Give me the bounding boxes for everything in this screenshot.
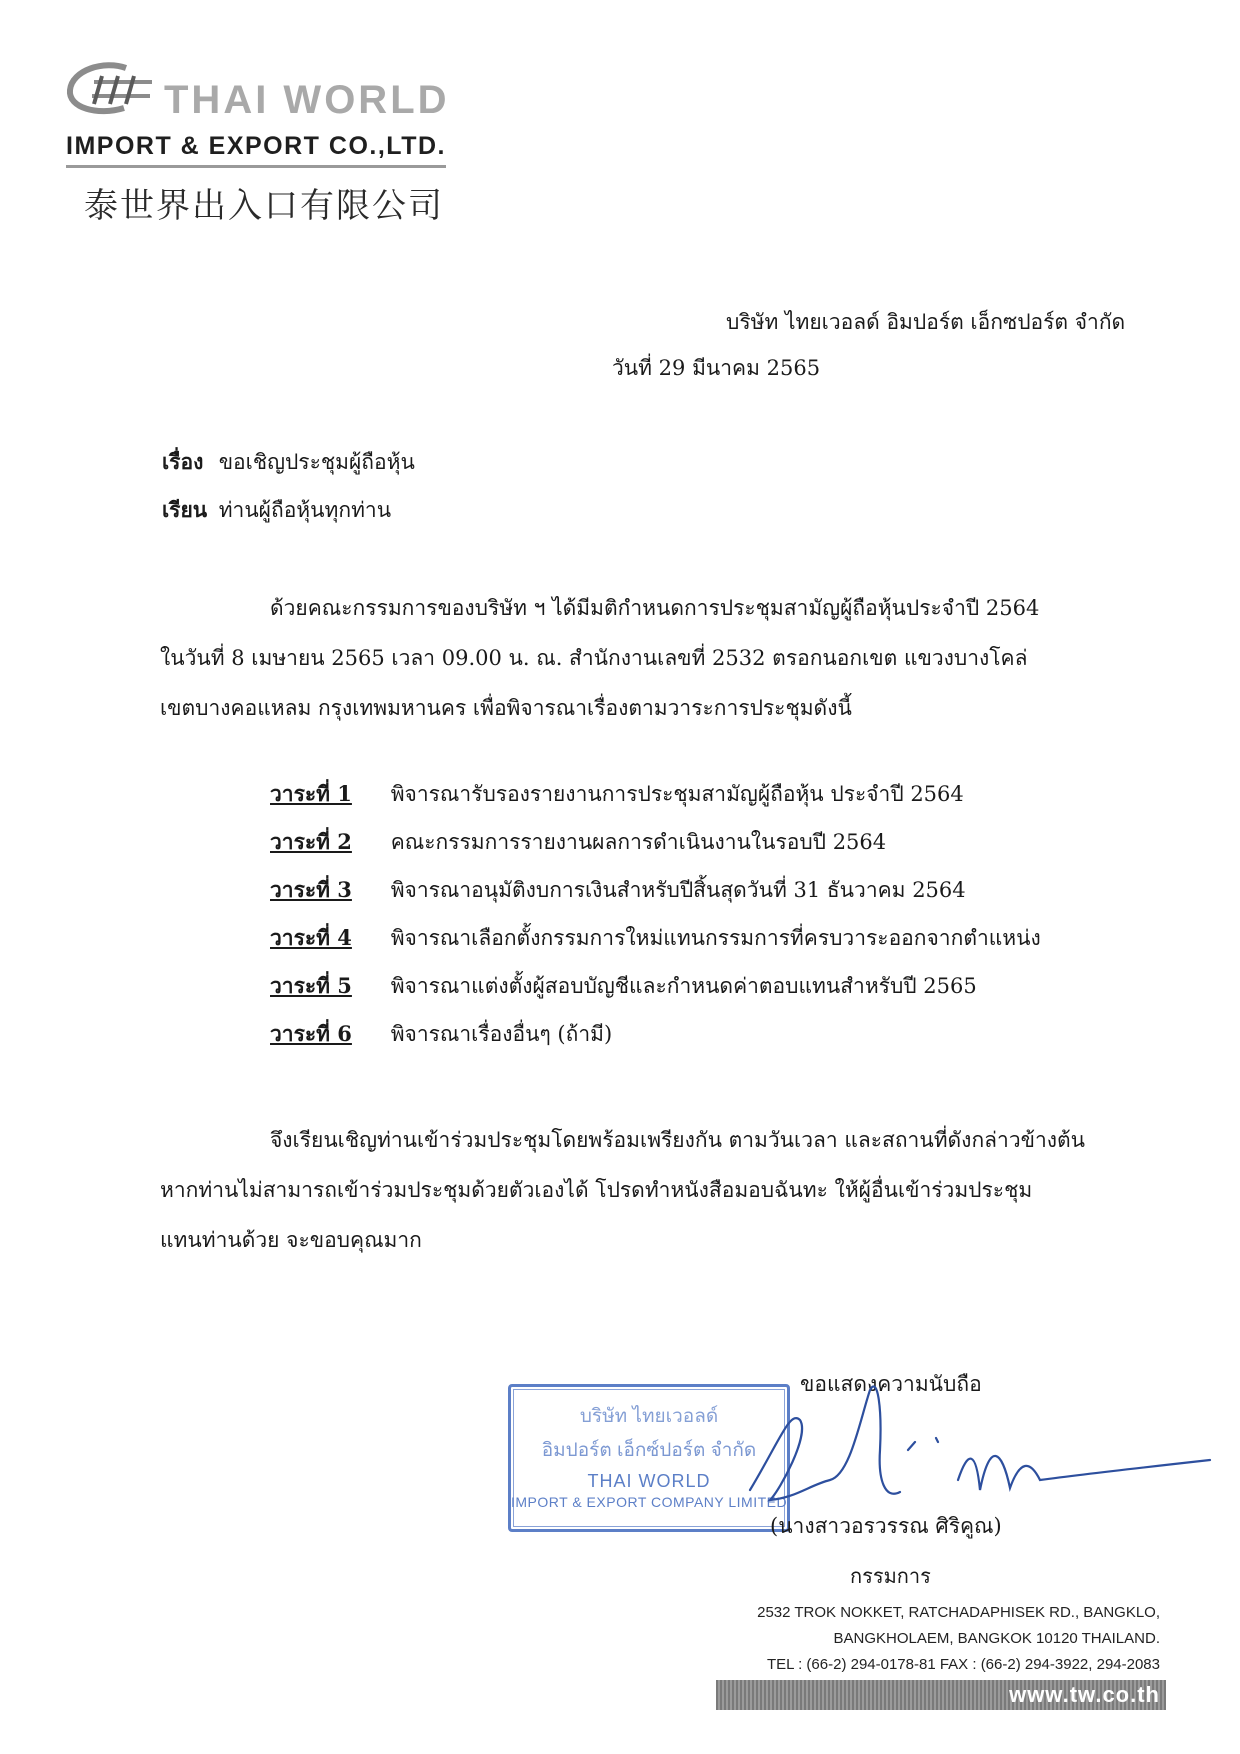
intro-line-2: ในวันที่ 8 เมษายน 2565 เวลา 09.00 น. ณ. สำนักงานเลขที่ 2532 ตรอกนอกเขต แขวงบางโคล่ [160, 646, 1028, 670]
recipient-label: เรียน [162, 497, 208, 522]
intro-line-3: เขตบางคอแหลม กรุงเทพมหานคร เพื่อพิจารณาเรื่องตามวาระการประชุมดังนี้ [160, 696, 852, 720]
closing-line-3: แทนท่านด้วย จะขอบคุณมาก [160, 1228, 422, 1252]
intro-line-1: ด้วยคณะกรรมการของบริษัท ฯ ได้มีมติกำหนดการประชุมสามัญผู้ถือหุ้นประจำปี 2564 [270, 596, 1040, 620]
recipient-line [162, 494, 391, 527]
address-line-2: BANGKHOLAEM, BANGKOK 10120 THAILAND. [833, 1630, 1160, 1647]
agenda-item [270, 826, 1041, 874]
website-link[interactable]: www.tw.co.th [1009, 1682, 1160, 1707]
agenda-item-text: พิจารณาอนุมัติงบการเงินสำหรับปีสิ้นสุดวันที่ 31 ธันวาคม 2564 [390, 878, 966, 902]
agenda-item [270, 922, 1041, 970]
agenda-item-text: พิจารณาแต่งตั้งผู้สอบบัญชีและกำหนดค่าตอบแทนสำหรับปี 2565 [390, 974, 977, 998]
company-logo-icon [64, 60, 160, 118]
subject-line [162, 446, 415, 479]
closing-line-2: หากท่านไม่สามารถเข้าร่วมประชุมด้วยตัวเองได้ โปรดทำหนังสือมอบฉันทะ ให้ผู้อื่นเข้าร่วมประชุม [160, 1178, 1033, 1202]
stamp-line-english-1: THAI WORLD [587, 1471, 711, 1491]
letterhead-company-name: THAI WORLD [164, 78, 450, 122]
address-line-1: 2532 TROK NOKKET, RATCHADAPHISEK RD., BANGKLO, [757, 1604, 1160, 1621]
agenda-item-text: คณะกรรมการรายงานผลการดำเนินงานในรอบปี 2564 [390, 830, 887, 854]
signatory-name: (นางสาวอรวรรณ ศิริคูณ) [770, 1514, 1002, 1538]
company-address-block [757, 1600, 1160, 1678]
agenda-item-text: พิจารณารับรองรายงานการประชุมสามัญผู้ถือหุ้น ประจำปี 2564 [390, 782, 964, 806]
agenda-list [270, 778, 1041, 1066]
agenda-item-number: วาระที่ 5 [270, 973, 352, 998]
contact-phone-fax: TEL : (66-2) 294-0178-81 FAX : (66-2) 294-3922, 294-2083 [766, 1656, 1160, 1673]
letter-date: วันที่ 29 มีนาคม 2565 [612, 356, 821, 380]
stamp-line-english-2: IMPORT & EXPORT COMPANY LIMITED [511, 1494, 788, 1510]
agenda-item-text: พิจารณาเลือกตั้งกรรมการใหม่แทนกรรมการที่ครบวาระออกจากตำแหน่ง [390, 926, 1041, 950]
signatory-title: กรรมการ [850, 1564, 931, 1588]
company-name-thai: บริษัท ไทยเวอลด์ อิมปอร์ต เอ็กซปอร์ต จำกัด [726, 310, 1126, 334]
stamp-line-thai-2: อิมปอร์ต เอ็กซ์ปอร์ต จำกัด [541, 1440, 757, 1461]
agenda-item-number: วาระที่ 2 [270, 829, 352, 854]
agenda-item-text: พิจารณาเรื่องอื่นๆ (ถ้ามี) [390, 1022, 613, 1046]
company-letterhead [64, 60, 484, 226]
website-banner [716, 1680, 1166, 1710]
agenda-item [270, 970, 1041, 1018]
recipient-text: ท่านผู้ถือหุ้นทุกท่าน [218, 498, 392, 522]
letterhead-chinese-name: 泰世界出入口有限公司 [84, 186, 444, 226]
agenda-item-number: วาระที่ 1 [270, 781, 352, 806]
stamp-line-thai-1: บริษัท ไทยเวอลด์ [579, 1406, 719, 1427]
agenda-item-number: วาระที่ 3 [270, 877, 352, 902]
letterhead-company-subname: IMPORT & EXPORT CO.,LTD. [66, 132, 446, 168]
closing-line-1: จึงเรียนเชิญท่านเข้าร่วมประชุมโดยพร้อมเพรียงกัน ตามวันเวลา และสถานที่ดังกล่าวข้างต้น [270, 1128, 1086, 1152]
agenda-item [270, 1018, 1041, 1066]
subject-text: ขอเชิญประชุมผู้ถือหุ้น [218, 450, 415, 474]
complimentary-close: ขอแสดงความนับถือ [800, 1372, 982, 1396]
agenda-item-number: วาระที่ 6 [270, 1021, 352, 1046]
agenda-item [270, 874, 1041, 922]
subject-label: เรื่อง [162, 449, 204, 474]
agenda-item-number: วาระที่ 4 [270, 925, 352, 950]
agenda-item [270, 778, 1041, 826]
